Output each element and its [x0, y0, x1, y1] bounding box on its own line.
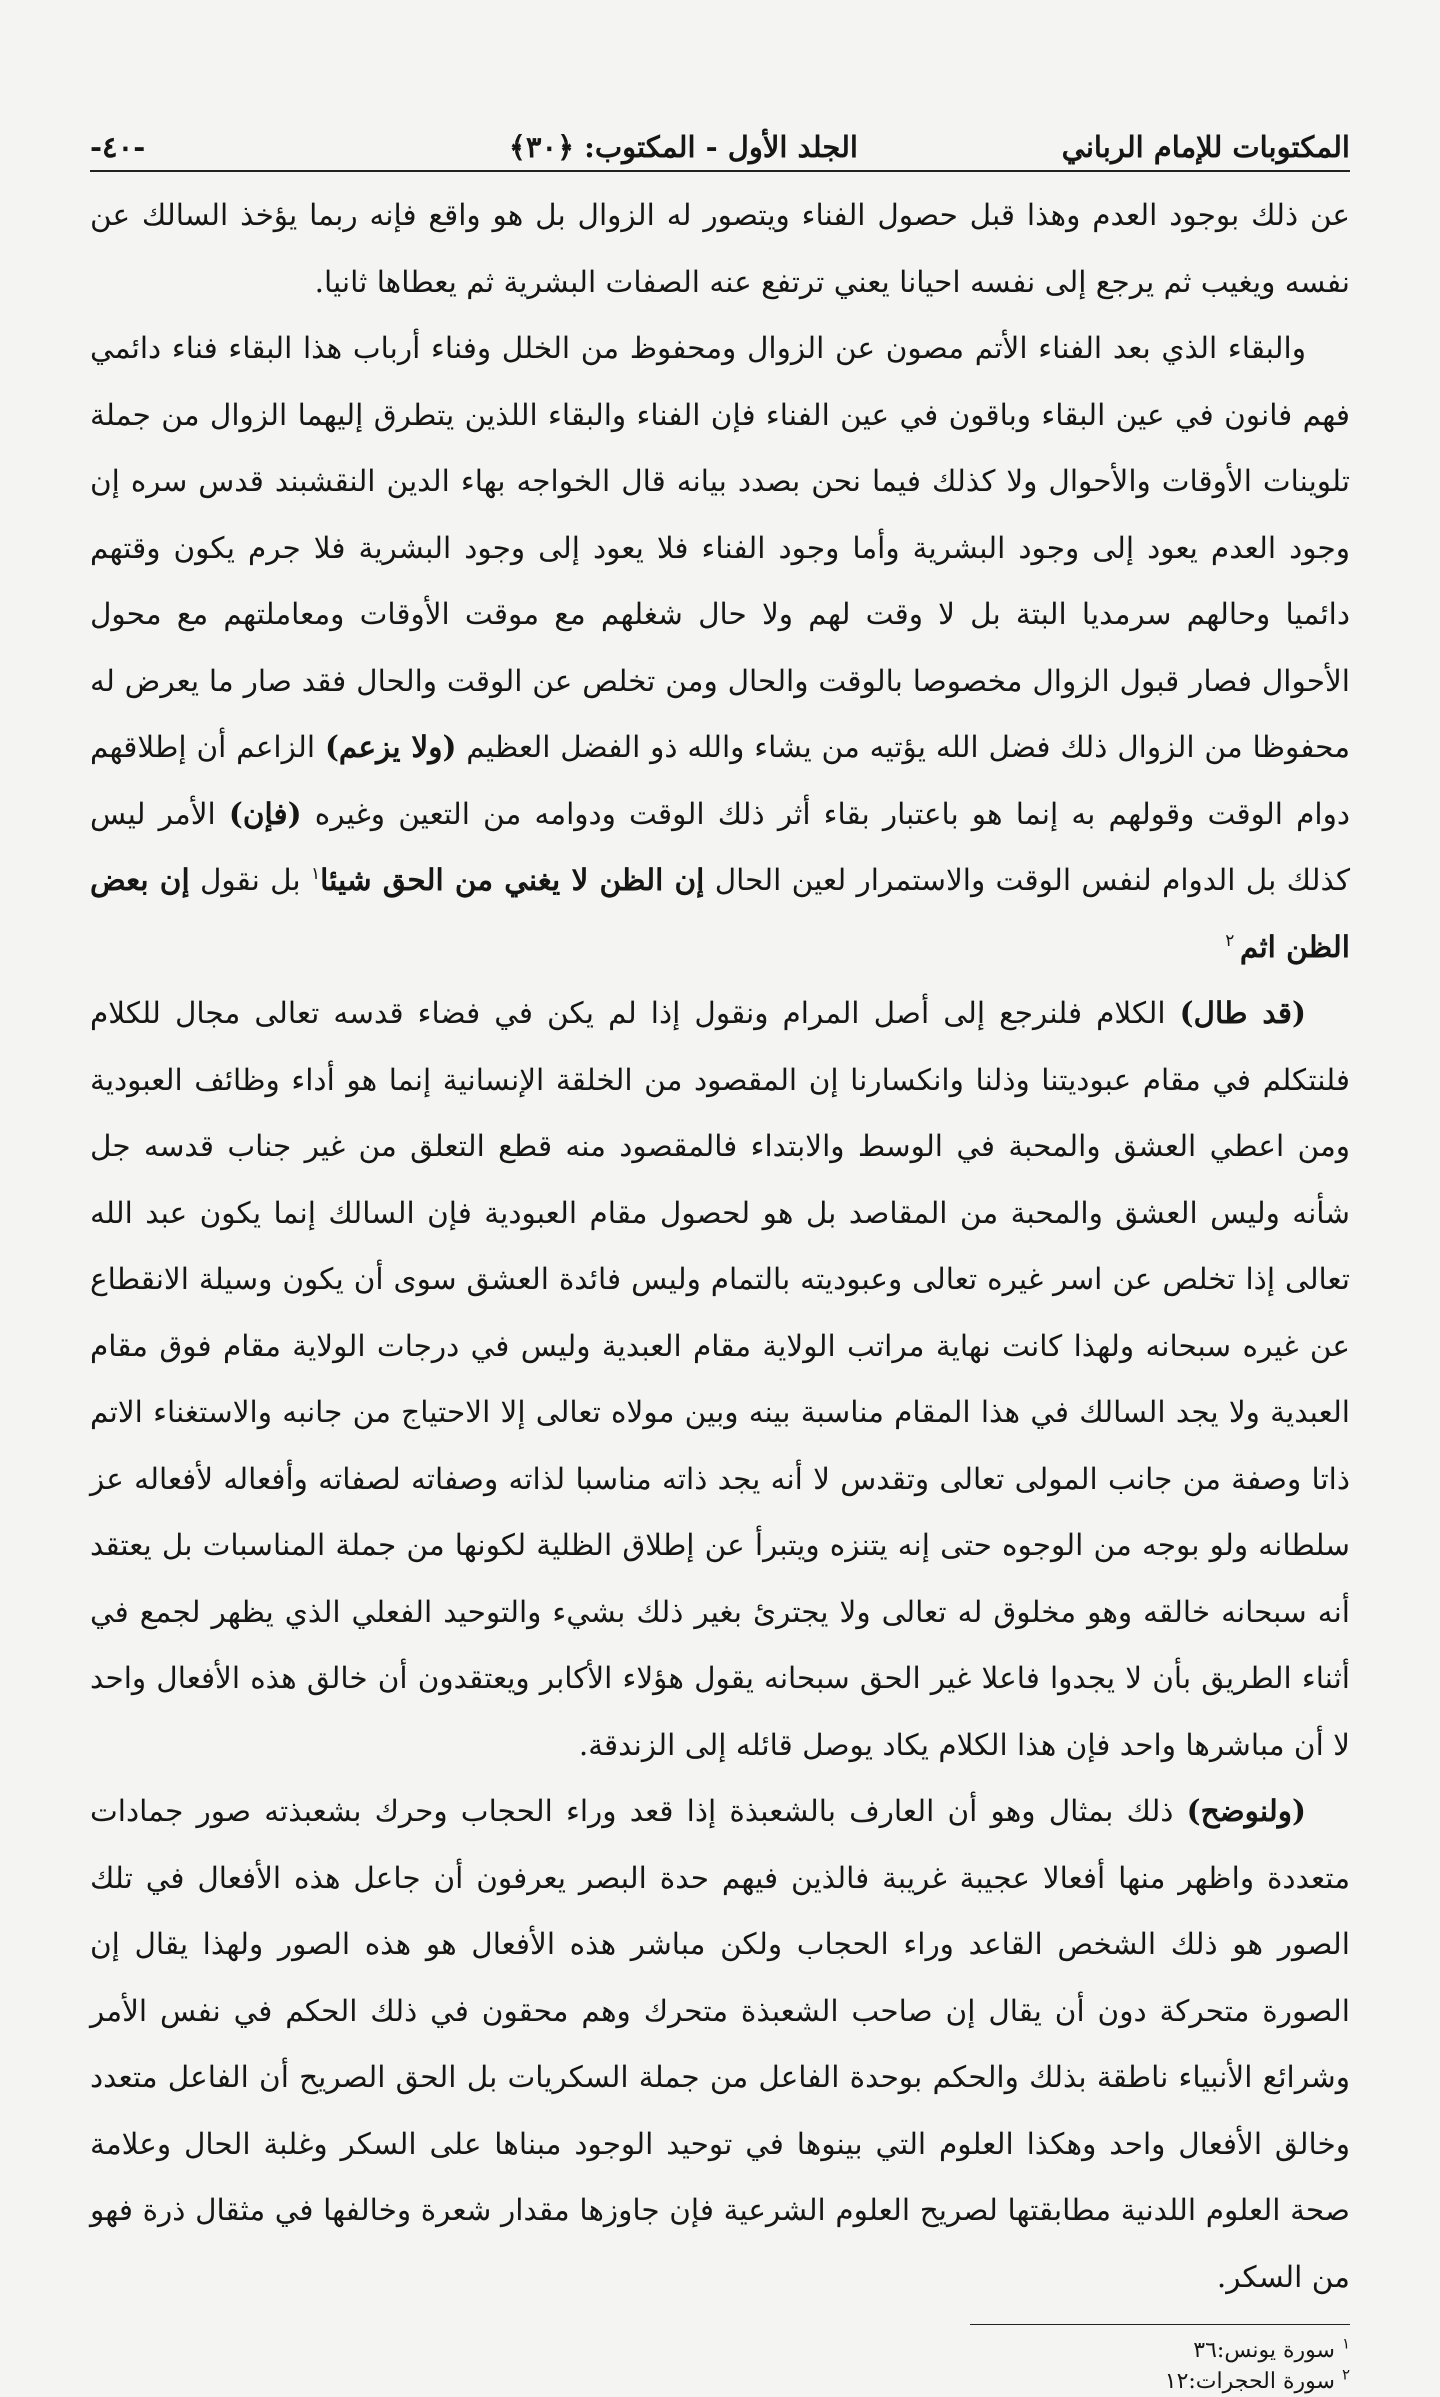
bold-lead: (ولنوضح): [1186, 1793, 1306, 1828]
footnote-2: [90, 2366, 1350, 2397]
body-text: [90, 182, 1350, 2310]
quran-quote: إن الظن لا يغني من الحق شيئا: [320, 862, 705, 897]
text-run: بل نقول: [189, 863, 311, 897]
footnote-rule: [970, 2324, 1350, 2325]
footnotes: [90, 2335, 1350, 2397]
page-number: -٤٠-: [90, 130, 146, 164]
text-run: الزاعم أن إطلاقهم دوام الوقت وقولهم به إنما هو باعتبار بقاء أثر ذلك الوقت ودوامه من التعين وغيره: [90, 730, 1350, 831]
paragraph-1: [90, 182, 1350, 315]
footnote-1: [90, 2335, 1350, 2366]
bold-lead: (فإن): [228, 795, 302, 831]
bold-lead: (ولا يزعم): [324, 729, 457, 764]
quran-quote: إن بعض الظن اثم: [90, 862, 1350, 964]
text-run: الكلام فلنرجع إلى أصل المرام ونقول إذا لم يكن في فضاء قدسه تعالى مجال للكلام فلنتكلم في مقام عبوديتنا وذلنا وانكسارنا إن المقصود من الخلقة الإنسانية إنما هو أداء وظائف العبودية ومن اعطي العشق والمحبة في الوسط والابتداء فالمقصود منه قطع التعلق من غير جناب قدسه جل شأنه وليس العشق والمحبة من المقاصد بل هو لحصول مقام العبودية فإن السالك إنما يكون عبد الله تعالى إذا تخلص عن اسر غيره تعالى وعبوديته بالتمام وليس فائدة العشق سوى أن يكون وسيلة الانقطاع عن غيره سبحانه ولهذا كانت نهاية مراتب الولاية مقام العبدية وليس في درجات الولاية مقام فوق مقام العبدية ولا يجد السالك في هذا المقام مناسبة بينه وبين مولاه تعالى إلا الاحتياج من جانبه والاستغناء الاتم ذاتا وصفة من جانب المولى تعالى وتقدس لا أنه يجد ذاته مناسبا لذاته وصفاته لصفاته وأفعاله لأفعاله عز سلطانه ولو بوجه من الوجوه حتى إنه يتنزه ويتبرأ عن إطلاق الظلية لكونها من جملة المناسبات بل يعتقد أنه سبحانه خالقه وهو مخلوق له تعالى ولا يجترئ بغير ذلك بشيء والتوحيد الفعلي الذي يظهر لجمع في أثناء الطريق بأن لا يجدوا فاعلا غير الحق سبحانه يقول هؤلاء الأكابر ويعتقدون أن خالق هذه الأفعال واحد لا أن مباشرها واحد فإن هذا الكلام يكاد يوصل قائله إلى الزندقة.: [90, 996, 1350, 1762]
footnote-text: سورة الحجرات:١٢: [1164, 2369, 1335, 2394]
footnote-number: ٢: [1341, 2365, 1350, 2384]
footnote-ref[interactable]: ٢: [1225, 930, 1240, 951]
footnote-text: سورة يونس:٣٦: [1193, 2338, 1335, 2363]
book-title: المكتوبات للإمام الرباني: [1061, 130, 1350, 164]
footnote-number: ١: [1341, 2334, 1350, 2353]
paragraph-4: [90, 1778, 1350, 2310]
volume-label: الجلد الأول - المكتوب: ﴿٣٠﴾: [508, 130, 858, 164]
text-run: الأمر ليس كذلك بل الدوام لنفس الوقت والاستمرار لعين الحال: [90, 796, 1350, 897]
header-rule: [90, 170, 1350, 172]
paragraph-3: [90, 980, 1350, 1778]
bold-lead: (قد طال): [1179, 995, 1306, 1030]
footnote-ref[interactable]: ١: [310, 864, 321, 885]
text-run: والبقاء الذي بعد الفناء الأتم مصون عن الزوال ومحفوظ من الخلل وفناء أرباب هذا البقاء فناء دائمي فهم فانون في عين البقاء وباقون في عين الفناء فإن الفناء والبقاء اللذين يتطرق إليهما الزوال من جملة تلوينات الأوقات والأحوال ولا كذلك فيما نحن بصدد بيانه قال الخواجه بهاء الدين النقشبند قدس سره إن وجود العدم يعود إلى وجود البشرية وأما وجود الفناء فلا يعود إلى وجود البشرية فلا جرم يكون وقتهم دائميا وحالهم سرمديا البتة بل لا وقت لهم ولا حال شغلهم مع موقت الأوقات ومعاملتهم مع محول الأحوال فصار قبول الزوال مخصوصا بالوقت والحال ومن تخلص عن الوقت والحال فقد صار ما يعرض له محفوظا من الزوال ذلك فضل الله يؤتيه من يشاء والله ذو الفضل العظيم: [90, 331, 1350, 764]
text-run: ذلك بمثال وهو أن العارف بالشعبذة إذا قعد وراء الحجاب وحرك بشعبذته صور جمادات متعددة واظهر منها أفعالا عجيبة غريبة فالذين فيهم حدة البصر يعرفون أن جاعل هذه الأفعال في تلك الصور هو ذلك الشخص القاعد وراء الحجاب ولكن مباشر هذه الأفعال هو هذه الصور ولهذا يقال إن الصورة متحركة دون أن يقال إن صاحب الشعبذة متحرك وهم محقون في ذلك الحكم في نفس الأمر وشرائع الأنبياء ناطقة بذلك والحكم بوحدة الفاعل من جملة السكريات بل الحق الصريح أن الفاعل متعدد وخالق الأفعال واحد وهكذا العلوم التي بينوها في توحيد الوجود مبناها على السكر وغلبة الحال وعلامة صحة العلوم اللدنية مطابقتها لصريح العلوم الشرعية فإن جاوزها مقدار شعرة وخالفها في مثقال ذرة فهو من السكر.: [90, 1794, 1350, 2294]
paragraph-2: [90, 315, 1350, 980]
text-run: عن ذلك بوجود العدم وهذا قبل حصول الفناء ويتصور له الزوال بل هو واقع فإنه ربما يؤخذ السالك عن نفسه ويغيب ثم يرجع إلى نفسه احيانا يعني ترتفع عنه الصفات البشرية ثم يعطاها ثانيا.: [90, 198, 1350, 299]
running-header: [90, 130, 1350, 168]
